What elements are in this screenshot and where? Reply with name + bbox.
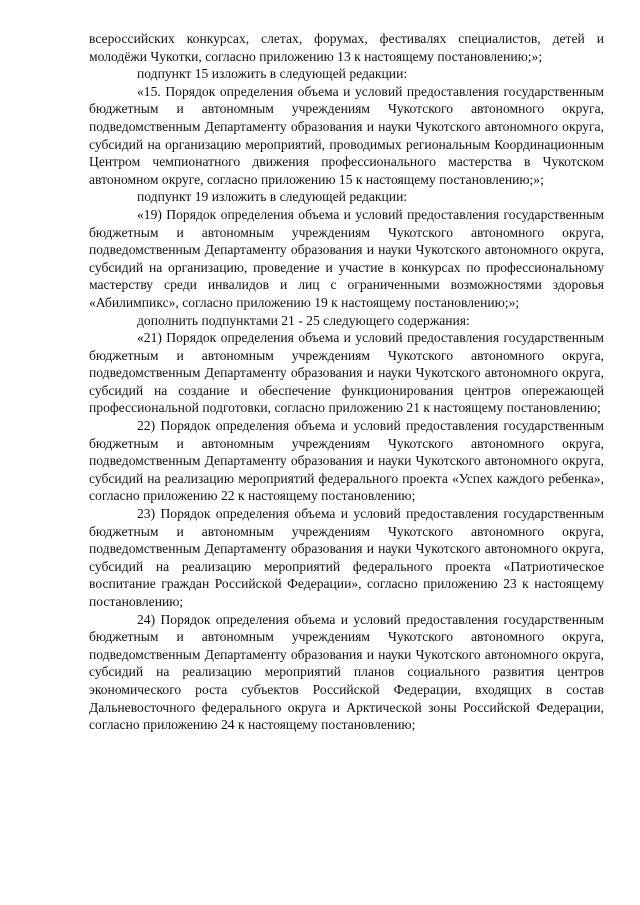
- paragraph-subitem-21: «21) Порядок определения объема и условий предоставления государственным бюджетным и автономным учреждениям Чукотского автономного округа, подведомственным Департаменту образования и науки Чукотского автономного округа, субсидий на создание и обеспечение функционирования центров опережающей профессиональной подготовки, согласно приложению 21 к настоящему постановлению;: [89, 330, 604, 416]
- paragraph-subitem-19: «19) Порядок определения объема и условий предоставления государственным бюджетным и автономным учреждениям Чукотского автономного округа, подведомственным Департаменту образования и науки Чукотского автономного округа, субсидий на организацию, проведение и участие в конкурсах по профессиональному мастерству среди инвалидов и лиц с ограниченными возможностями здоровья «Абилимпикс», согласно приложению 19 к настоящему постановлению;»;: [89, 206, 604, 310]
- paragraph-subitem-23: 23) Порядок определения объема и условий предоставления государственным бюджетным и автономным учреждениям Чукотского автономного округа, подведомственным Департаменту образования и науки Чукотского автономного округа, субсидий на реализацию мероприятий федерального проекта «Патриотическое воспитание граждан Российской Федерации», согласно приложению 23 к настоящему постановлению;: [89, 506, 604, 609]
- paragraph-amend-19: подпункт 19 изложить в следующей редакции:: [137, 189, 408, 205]
- paragraph-continuation: всероссийских конкурсах, слетах, форумах, фестивалях специалистов, детей и молодёжи Чукотки, согласно приложению 13 к настоящему постановлению;»;: [89, 31, 604, 64]
- paragraph-subitem-22: 22) Порядок определения объема и условий предоставления государственным бюджетным и автономным учреждениям Чукотского автономного округа, подведомственным Департаменту образования и науки Чукотского автономного округа, субсидий на реализацию мероприятий федерального проекта «Успех каждого ребенка», согласно приложению 22 к настоящему постановлению;: [89, 418, 604, 504]
- paragraph-amend-15: подпункт 15 изложить в следующей редакции:: [137, 66, 408, 82]
- paragraph-subitem-15: «15. Порядок определения объема и условий предоставления государственным бюджетным и автономным учреждениям Чукотского автономного округа, подведомственным Департаменту образования и науки Чукотского автономного округа, субсидий на организацию мероприятий, проводимых региональным Координационным Центром чемпионатного движения профессионального мастерства в Чукотском автономном округе, согласно приложению 15 к настоящему постановлению;»;: [89, 83, 604, 187]
- paragraph-subitem-24: 24) Порядок определения объема и условий предоставления государственным бюджетным и автономным учреждениям Чукотского автономного округа, подведомственным Департаменту образования и науки Чукотского автономного округа, субсидий на реализацию мероприятий планов социального развития центров экономического роста субъектов Российской Федерации, входящих в состав Дальневосточного федерального округа и Арктической зоны Российской Федерации, согласно приложению 24 к настоящему постановлению;: [89, 611, 604, 733]
- paragraph-add-21-25: дополнить подпунктами 21 - 25 следующего содержания:: [137, 312, 470, 328]
